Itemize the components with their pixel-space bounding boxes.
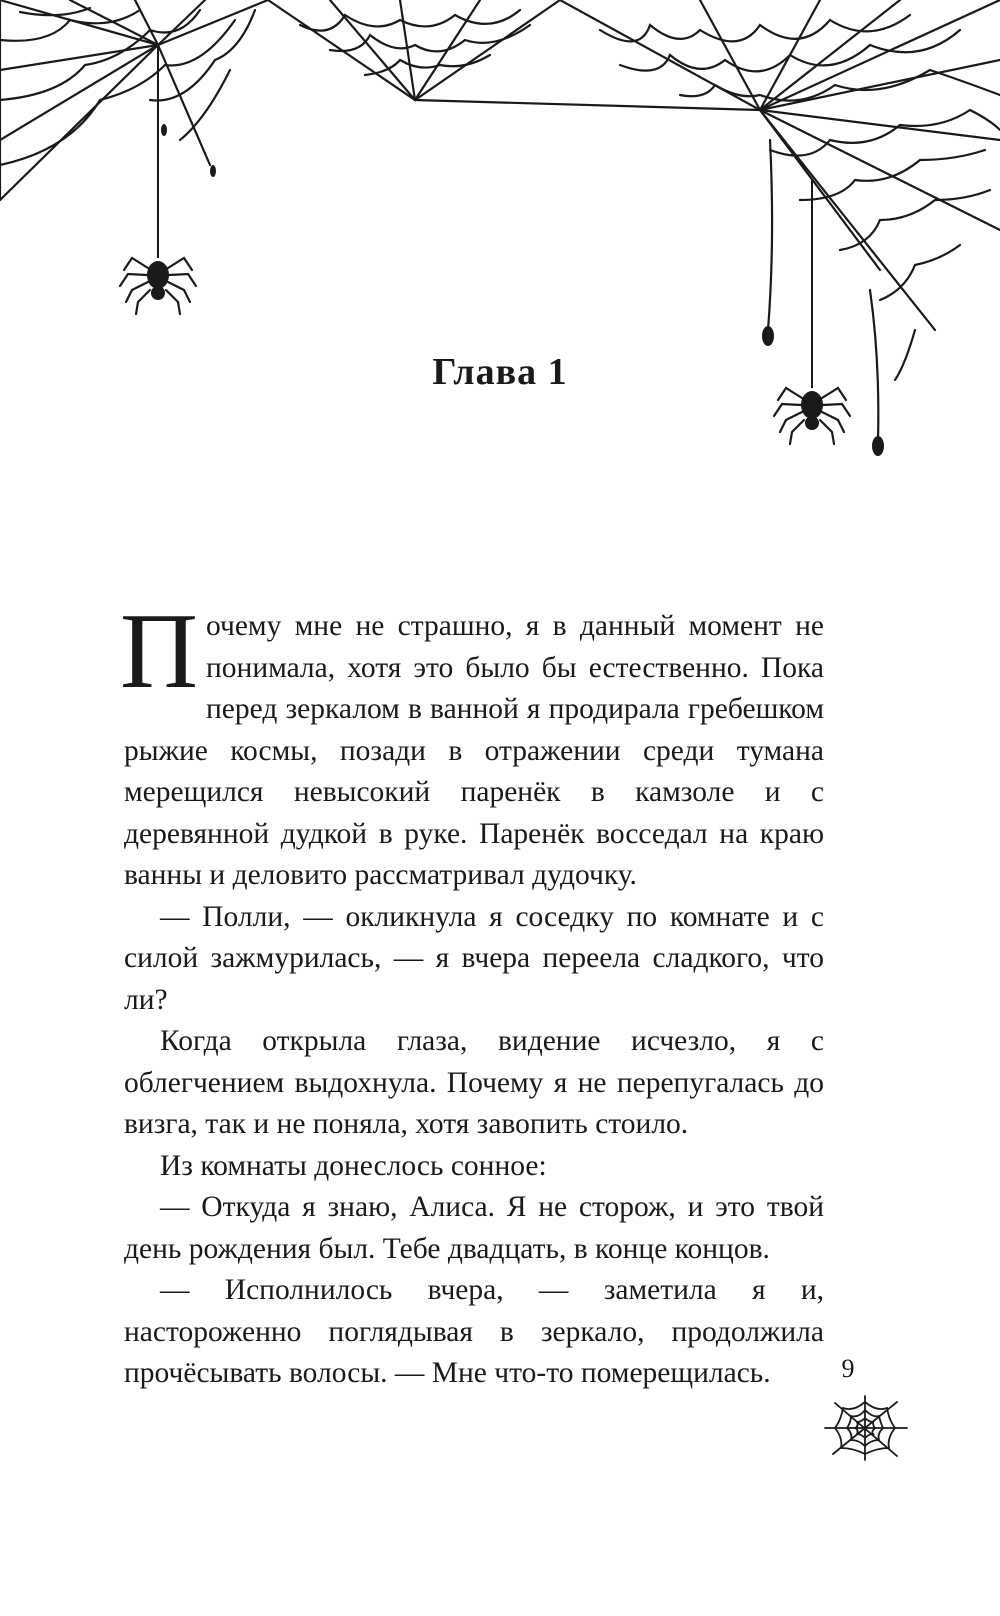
drop-cap: П (120, 592, 198, 711)
paragraph-text: очему мне не страшно, я в данный момент не понимала, хотя это было бы естественно. Пока перед зеркалом в ванной я продирала гребешком рыжие космы, позади в отражении среди тумана мерещился невысокий паренёк в камзоле и с деревянной дудкой в руке. Паренёк восседал на краю ванны и деловито рассматривал дудочку. (124, 610, 824, 891)
cobweb-illustration (0, 0, 1000, 480)
chapter-body (120, 592, 824, 1395)
paragraph: — Полли, — окликнула я соседку по комнате и с силой зажмурилась, — я вчера переела сладкого, что ли? (124, 900, 824, 1016)
cobweb-ornament-icon (815, 1388, 915, 1468)
spider-icon-right (774, 180, 850, 444)
paragraph: Из комнаты донеслось сонное: (160, 1149, 547, 1182)
paragraph: — Откуда я знаю, Алиса. Я не сторож, и это твой день рождения был. Тебе двадцать, в конце концов. (124, 1191, 824, 1265)
page-number: 9 (841, 1354, 855, 1383)
spider-icon-left (120, 45, 196, 314)
paragraph: Когда открыла глаза, видение исчезло, я с облегчением выдохнула. Почему я не перепугалась до визга, так и не поняла, хотя завопить стоило. (124, 1025, 824, 1140)
paragraph (120, 592, 824, 897)
chapter-title: Глава 1 (432, 351, 568, 393)
paragraph: — Исполнилось вчера, — заметила я и, настороженно поглядывая в зеркало, продолжила прочёсывать волосы. — Мне что-то померещилась. (124, 1274, 824, 1389)
